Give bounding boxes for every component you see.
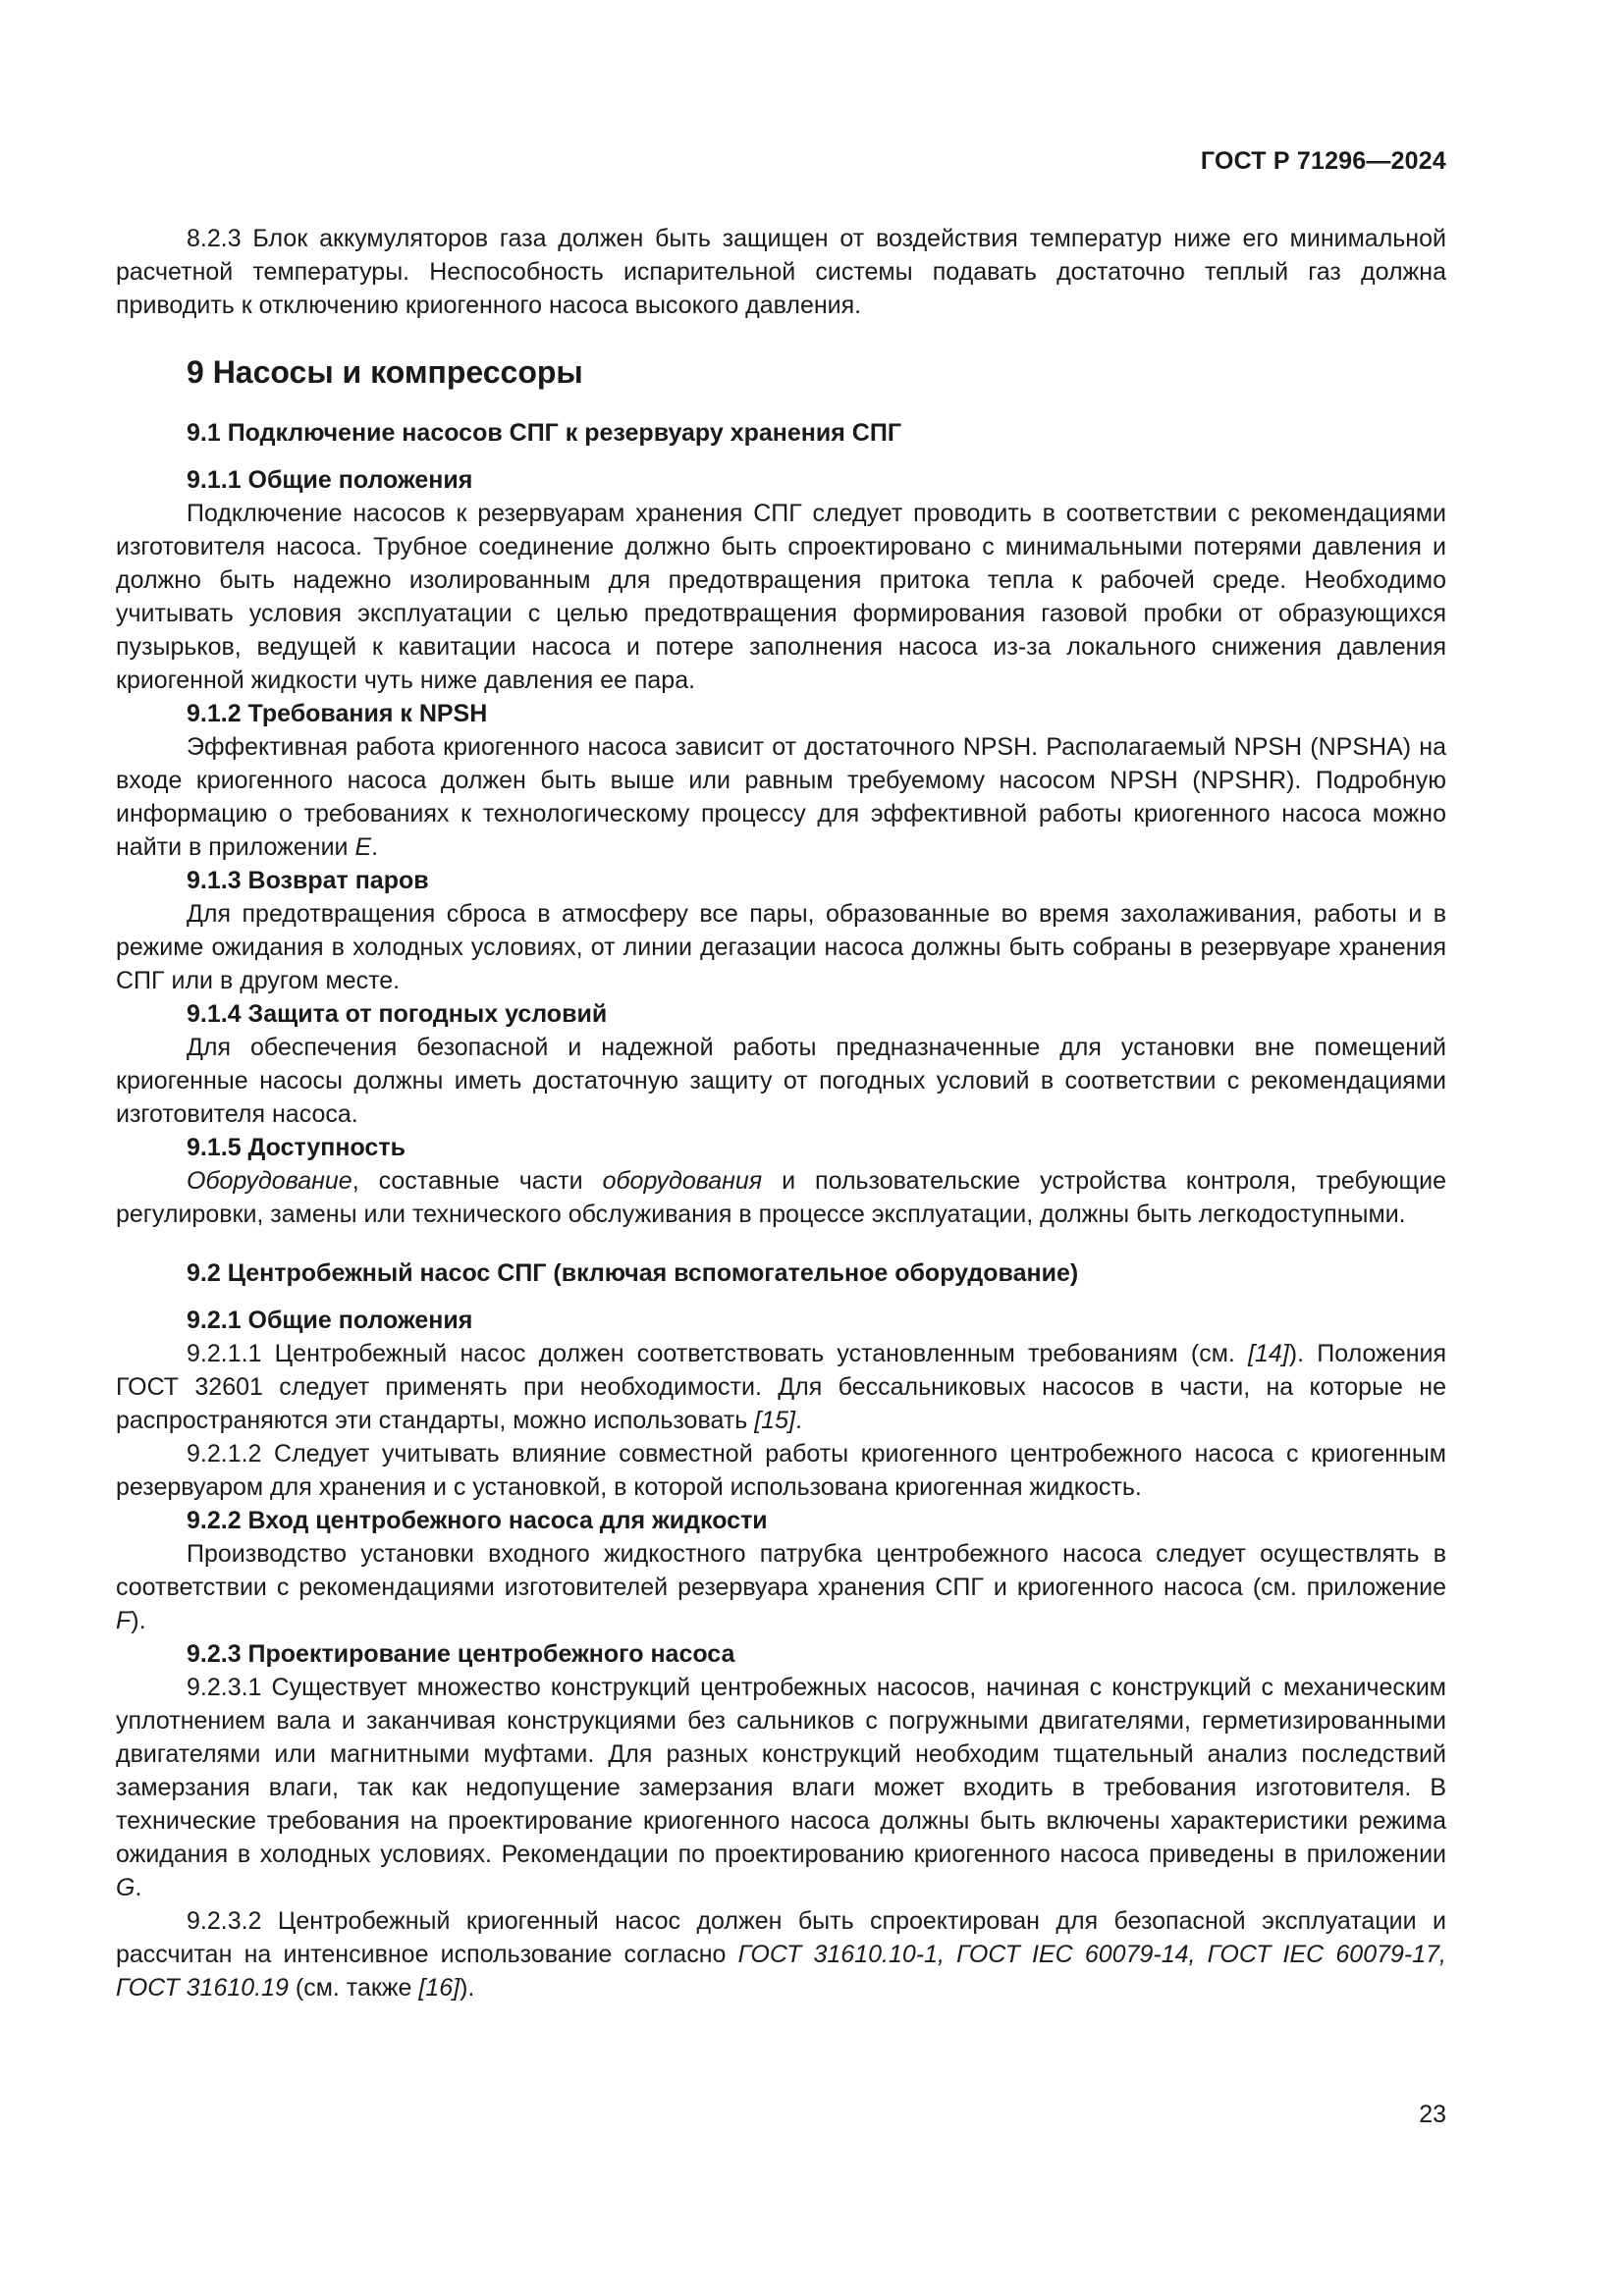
clause-9-1-5-title: 9.1.5 Доступность [187, 1134, 406, 1161]
term-equipment: Оборудование [187, 1167, 352, 1195]
annex-g-reference: G [116, 1874, 135, 1901]
subsection-9-2-title: 9.2 Центробежный насос СПГ (включая вспомогательное оборудование) [187, 1259, 1079, 1287]
clause-9-2-1-title: 9.2.1 Общие положения [187, 1307, 473, 1334]
clause-9-2-3-title: 9.2.3 Проектирование центробежного насоса [187, 1640, 735, 1668]
reference-16: [16] [418, 1974, 460, 2002]
clause-9-2-3-2-part: (см. также [288, 1974, 419, 2002]
clause-9-1-2-title: 9.1.2 Требования к NPSH [187, 700, 488, 727]
page-content [116, 222, 1446, 2004]
clause-9-2-3-2-end: ). [460, 1974, 475, 2002]
clause-9-2-1-1-text [116, 1337, 1446, 1437]
document-code-header: ГОСТ Р 71296—2024 [1200, 147, 1446, 175]
clause-9-1-2-text-main: Эффективная работа криогенного насоса зависит от достаточного NPSH. Располагаемый NPSH (NPSHA) на входе криогенного насоса должен быть выше или равным требуемому насосом NPSH (NPSHR). Подробную информацию о требованиях к технологическому процессу для эффективной работы криогенного насоса можно найти в приложении [116, 733, 1446, 861]
clause-9-2-3-1-end: . [135, 1874, 142, 1901]
annex-e-reference: Е [354, 833, 372, 861]
clause-9-1-3-title: 9.1.3 Возврат паров [187, 867, 429, 894]
clause-9-2-1-2-text: 9.2.1.2 Следует учитывать влияние совместной работы криогенного центробежного насоса с криогенным резервуаром для хранения и с установкой, в которой использована криогенная жидкость. [116, 1440, 1446, 1501]
paragraph-8-2-3: 8.2.3 Блок аккумуляторов газа должен быть защищен от воздействия температур ниже его минимальной расчетной температуры. Неспособность испарительной системы подавать достаточно теплый газ должна приводить к отключению криогенного насоса высокого давления. [116, 225, 1446, 319]
clause-9-2-2-title: 9.2.2 Вход центробежного насоса для жидкости [187, 1507, 768, 1534]
annex-f-reference: F [116, 1607, 132, 1634]
section-9-title: 9 Насосы и компрессоры [187, 354, 583, 390]
clause-9-1-2-text-end: . [371, 833, 379, 861]
clause-9-1-4-title: 9.1.4 Защита от погодных условий [187, 1000, 608, 1028]
clause-9-1-5-text-part: , составные части [352, 1167, 603, 1195]
clause-9-1-2-text [116, 730, 1446, 864]
clause-9-1-1-text: Подключение насосов к резервуарам хранения СПГ следует проводить в соответствии с рекомендациями изготовителя насоса. Трубное соединение должно быть спроектировано с минимальными потерями давления и должно быть надежно изолированным для предотвращения притока тепла к рабочей среде. Необходимо учитывать условия эксплуатации с целью предотвращения формирования газовой пробки от образующихся пузырьков, ведущей к кавитации насоса и потере заполнения насоса из-за локального снижения давления криогенной жидкости чуть ниже давления ее пара. [116, 500, 1446, 694]
clause-9-2-1-1-part2: ). Положения ГОСТ 32601 следует применять при необходимости. Для бессальниковых насосов в части, на которые не распространяются эти стандарты, можно использовать [116, 1340, 1447, 1434]
subsection-9-1-title: 9.1 Подключение насосов СПГ к резервуару хранения СПГ [187, 419, 901, 447]
clause-9-1-1-title: 9.1.1 Общие положения [187, 466, 473, 494]
clause-9-2-2-text-main: Производство установки входного жидкостного патрубка центробежного насоса следует осуществлять в соответствии с рекомендациями изготовителей резервуара хранения СПГ и криогенного насоса (см. приложение [116, 1540, 1446, 1601]
term-equipment-genitive: оборудования [602, 1167, 763, 1195]
clause-9-2-3-1-main: 9.2.3.1 Существует множество конструкций центробежных насосов, начиная с конструкций с механическим уплотнением вала и заканчивая конструкциями без сальников с погружными двигателями, герметизированными двигателями или магнитными муфтами. Для разных конструкций необходим тщательный анализ последствий замерзания влаги, так как недопущение замерзания влаги может входить в требования изготовителя. В технические требования на проектирование криогенного насоса должны быть включены характеристики режима ожидания в холодных условиях. Рекомендации по проектированию криогенного насоса приведены в приложении [116, 1674, 1446, 1868]
clause-9-2-1-1-part1: 9.2.1.1 Центробежный насос должен соответствовать установленным требованиям (см. [187, 1340, 1249, 1367]
standards-references: ГОСТ 31610.10-1, ГОСТ IEC 60079-14, ГОСТ IEC 60079-17, ГОСТ 31610.19 [116, 1941, 1446, 2002]
reference-15: [15] [754, 1407, 795, 1434]
page-number: 23 [1419, 2101, 1446, 2128]
clause-9-1-5-text-rest: и пользовательские устройства контроля, требующие регулировки, замены или технического обслуживания в процессе эксплуатации, должны быть легкодоступными. [116, 1167, 1446, 1228]
clause-9-2-3-2-text [116, 1904, 1446, 2004]
clause-9-2-1-1-end: . [794, 1407, 802, 1434]
clause-9-1-5-text [116, 1164, 1446, 1231]
clause-9-2-3-2-main: 9.2.3.2 Центробежный криогенный насос должен быть спроектирован для безопасной эксплуатации и рассчитан на интенсивное использование согласно [116, 1907, 1446, 1968]
clause-9-2-2-text [116, 1537, 1446, 1637]
clause-9-2-2-text-end: ). [131, 1607, 146, 1634]
clause-9-1-4-text: Для обеспечения безопасной и надежной работы предназначенные для установки вне помещений криогенные насосы должны иметь достаточную защиту от погодных условий в соответствии с рекомендациями изготовителя насоса. [116, 1034, 1446, 1128]
clause-9-1-3-text: Для предотвращения сброса в атмосферу все пары, образованные во время захолаживания, работы и в режиме ожидания в холодных условиях, от линии дегазации насоса должны быть собраны в резервуаре хранения СПГ или в другом месте. [116, 900, 1446, 994]
reference-14: [14] [1248, 1340, 1289, 1367]
clause-9-2-3-1-text [116, 1671, 1446, 1904]
